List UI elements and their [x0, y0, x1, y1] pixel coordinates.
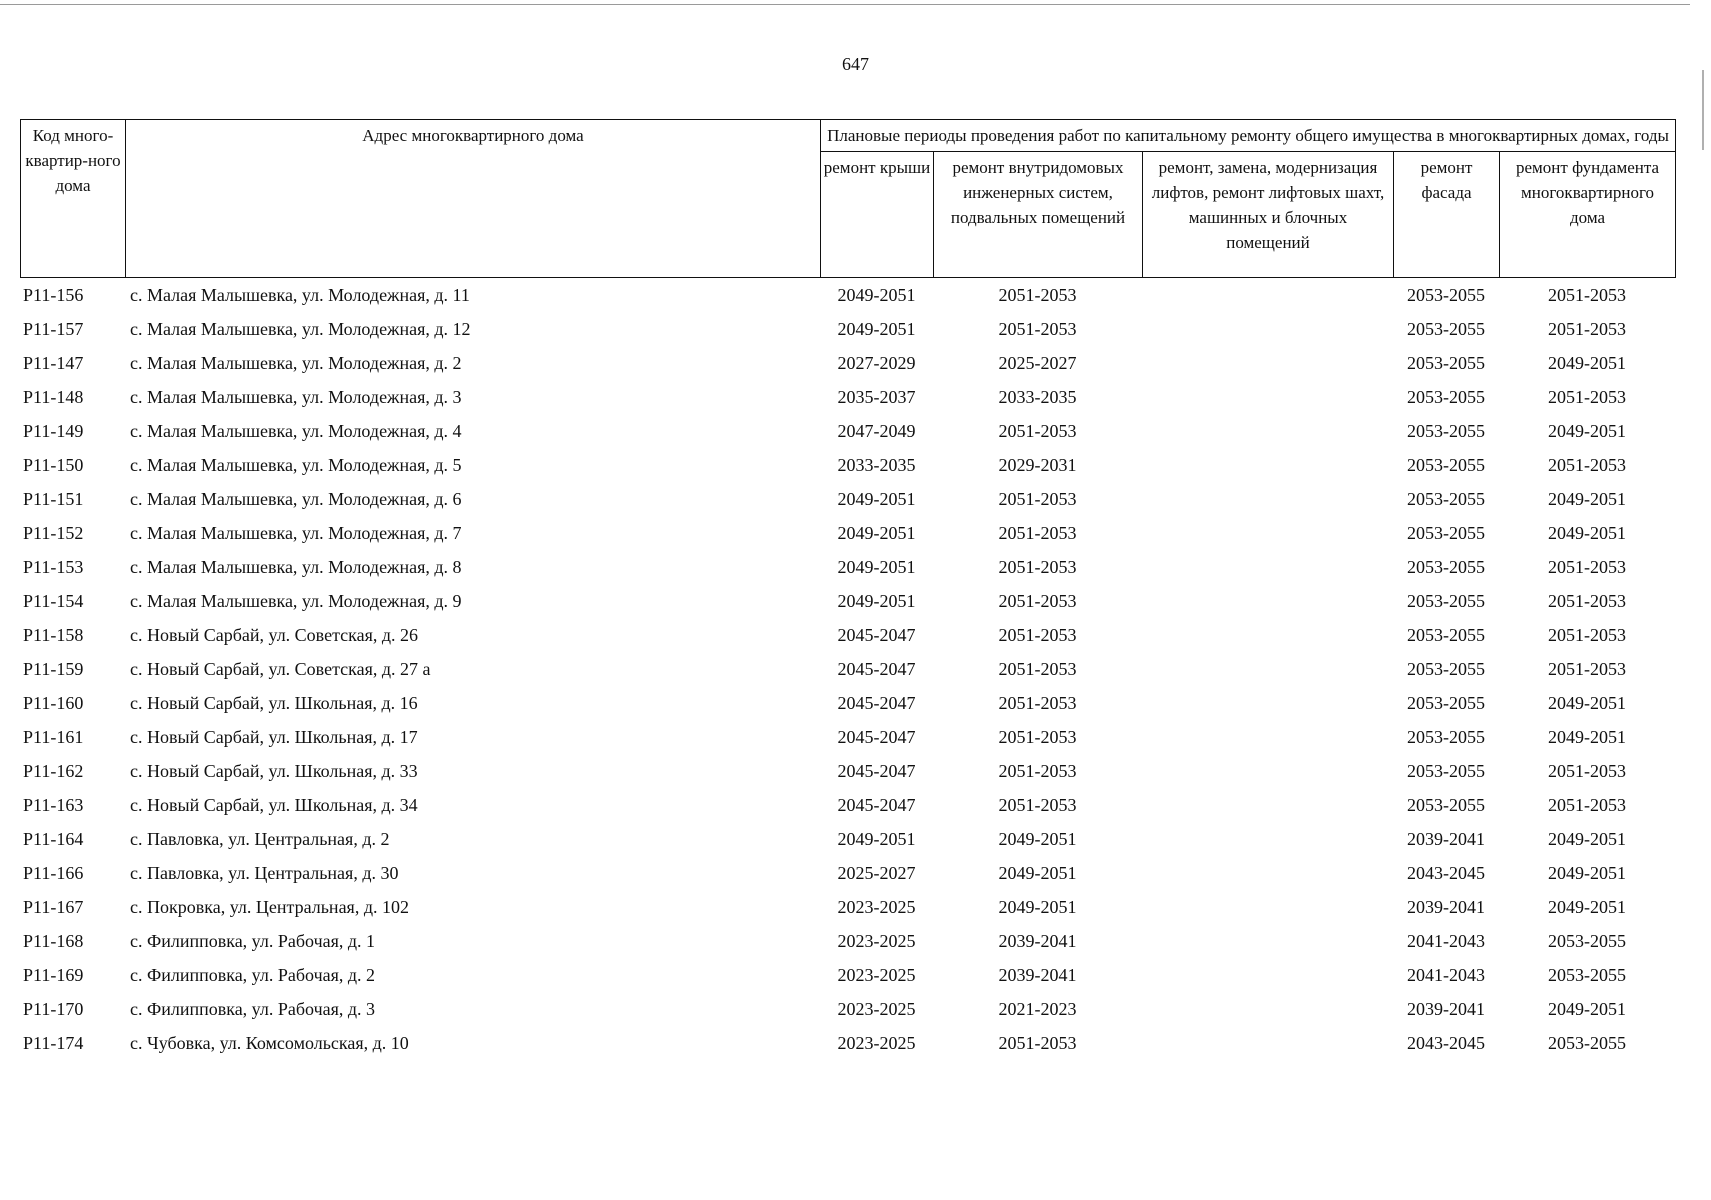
cell-address: с. Новый Сарбай, ул. Школьная, д. 16	[130, 693, 418, 713]
cell-roof: 2049-2051	[837, 557, 916, 577]
header-periods-group: Плановые периоды проведения работ по капитальному ремонту общего имущества в многоквартирных домах, годы	[821, 120, 1676, 152]
cell-engineering: 2051-2053	[998, 693, 1077, 713]
cell-roof: 2027-2029	[837, 353, 916, 373]
table-row	[20, 482, 1675, 516]
cell-foundation: 2053-2055	[1548, 965, 1626, 985]
table-row	[20, 346, 1675, 380]
cell-engineering: 2049-2051	[998, 897, 1077, 917]
cell-engineering: 2051-2053	[998, 795, 1077, 815]
cell-engineering: 2051-2053	[998, 591, 1077, 611]
cell-code: P11-160	[23, 693, 84, 713]
cell-roof: 2047-2049	[837, 421, 916, 441]
cell-code: P11-169	[23, 965, 84, 985]
cell-foundation: 2051-2053	[1548, 455, 1626, 475]
cell-address: с. Новый Сарбай, ул. Школьная, д. 33	[130, 761, 418, 781]
table-row	[20, 686, 1675, 720]
cell-foundation: 2049-2051	[1548, 897, 1626, 917]
cell-engineering: 2051-2053	[998, 557, 1077, 577]
cell-code: P11-164	[23, 829, 84, 849]
table-row	[20, 856, 1675, 890]
cell-code: P11-167	[23, 897, 84, 917]
cell-roof: 2023-2025	[837, 965, 916, 985]
cell-code: P11-154	[23, 591, 84, 611]
table-row	[20, 448, 1675, 482]
cell-facade: 2039-2041	[1407, 897, 1485, 917]
table-row	[20, 278, 1675, 312]
cell-code: P11-148	[23, 387, 84, 407]
cell-address: с. Чубовка, ул. Комсомольская, д. 10	[130, 1033, 409, 1053]
page-number: 647	[842, 54, 869, 74]
cell-foundation: 2051-2053	[1548, 319, 1626, 339]
cell-engineering: 2029-2031	[998, 455, 1077, 475]
cell-code: P11-168	[23, 931, 84, 951]
cell-roof: 2025-2027	[837, 863, 916, 883]
cell-facade: 2053-2055	[1407, 387, 1485, 407]
cell-foundation: 2051-2053	[1548, 387, 1626, 407]
header-engineering: ремонт внутридомовых инженерных систем, подвальных помещений	[934, 152, 1143, 278]
table-header	[20, 119, 1676, 278]
header-lifts: ремонт, замена, модернизация лифтов, ремонт лифтовых шахт, машинных и блочных помещений	[1143, 152, 1394, 278]
cell-roof: 2033-2035	[837, 455, 916, 475]
cell-engineering: 2025-2027	[998, 353, 1077, 373]
cell-code: P11-158	[23, 625, 84, 645]
cell-roof: 2045-2047	[837, 693, 916, 713]
table-row	[20, 720, 1675, 754]
cell-address: с. Малая Малышевка, ул. Молодежная, д. 6	[130, 489, 462, 509]
header-facade: ремонт фасада	[1394, 152, 1500, 278]
cell-code: P11-147	[23, 353, 84, 373]
header-roof: ремонт крыши	[821, 152, 934, 278]
cell-facade: 2053-2055	[1407, 795, 1485, 815]
cell-code: P11-159	[23, 659, 84, 679]
cell-foundation: 2051-2053	[1548, 285, 1626, 305]
cell-facade: 2053-2055	[1407, 353, 1485, 373]
cell-roof: 2049-2051	[837, 829, 916, 849]
cell-foundation: 2051-2053	[1548, 625, 1626, 645]
cell-roof: 2023-2025	[837, 1033, 916, 1053]
cell-engineering: 2051-2053	[998, 319, 1077, 339]
cell-code: P11-151	[23, 489, 84, 509]
cell-facade: 2053-2055	[1407, 659, 1485, 679]
cell-code: P11-150	[23, 455, 84, 475]
cell-facade: 2053-2055	[1407, 693, 1485, 713]
cell-address: с. Малая Малышевка, ул. Молодежная, д. 12	[130, 319, 471, 339]
cell-facade: 2043-2045	[1407, 863, 1485, 883]
cell-facade: 2053-2055	[1407, 625, 1485, 645]
cell-engineering: 2051-2053	[998, 625, 1077, 645]
cell-address: с. Малая Малышевка, ул. Молодежная, д. 3	[130, 387, 462, 407]
cell-address: с. Малая Малышевка, ул. Молодежная, д. 11	[130, 285, 470, 305]
table-row	[20, 652, 1675, 686]
cell-address: с. Малая Малышевка, ул. Молодежная, д. 2	[130, 353, 462, 373]
cell-code: P11-162	[23, 761, 84, 781]
cell-facade: 2039-2041	[1407, 829, 1485, 849]
cell-address: с. Павловка, ул. Центральная, д. 2	[130, 829, 390, 849]
cell-engineering: 2051-2053	[998, 489, 1077, 509]
cell-roof: 2045-2047	[837, 761, 916, 781]
cell-roof: 2049-2051	[837, 523, 916, 543]
cell-code: P11-170	[23, 999, 84, 1019]
table-row	[20, 788, 1675, 822]
table-row	[20, 924, 1675, 958]
cell-address: с. Покровка, ул. Центральная, д. 102	[130, 897, 409, 917]
cell-facade: 2053-2055	[1407, 523, 1485, 543]
header-foundation: ремонт фундамента многоквартирного дома	[1500, 152, 1676, 278]
cell-roof: 2049-2051	[837, 591, 916, 611]
cell-foundation: 2049-2051	[1548, 353, 1626, 373]
cell-engineering: 2049-2051	[998, 829, 1077, 849]
cell-facade: 2053-2055	[1407, 591, 1485, 611]
cell-foundation: 2049-2051	[1548, 727, 1626, 747]
table-row	[20, 312, 1675, 346]
table-row	[20, 1026, 1675, 1060]
cell-address: с. Малая Малышевка, ул. Молодежная, д. 7	[130, 523, 462, 543]
table-row	[20, 618, 1675, 652]
cell-code: P11-153	[23, 557, 84, 577]
table-row	[20, 414, 1675, 448]
cell-address: с. Филипповка, ул. Рабочая, д. 3	[130, 999, 376, 1019]
top-scan-rule	[0, 4, 1690, 5]
cell-engineering: 2051-2053	[998, 523, 1077, 543]
table-row	[20, 380, 1675, 414]
table-row	[20, 822, 1675, 856]
cell-roof: 2035-2037	[837, 387, 916, 407]
table-row	[20, 992, 1675, 1026]
cell-engineering: 2039-2041	[998, 931, 1077, 951]
cell-facade: 2043-2045	[1407, 1033, 1485, 1053]
table-row	[20, 754, 1675, 788]
cell-engineering: 2051-2053	[998, 727, 1077, 747]
cell-roof: 2045-2047	[837, 727, 916, 747]
cell-code: P11-174	[23, 1033, 84, 1053]
cell-code: P11-166	[23, 863, 84, 883]
cell-foundation: 2049-2051	[1548, 863, 1626, 883]
cell-facade: 2053-2055	[1407, 761, 1485, 781]
cell-address: с. Малая Малышевка, ул. Молодежная, д. 9	[130, 591, 462, 611]
cell-foundation: 2051-2053	[1548, 659, 1626, 679]
cell-foundation: 2049-2051	[1548, 489, 1626, 509]
cell-roof: 2023-2025	[837, 931, 916, 951]
table-body	[20, 278, 1675, 1060]
cell-facade: 2053-2055	[1407, 319, 1485, 339]
cell-roof: 2023-2025	[837, 999, 916, 1019]
cell-roof: 2045-2047	[837, 625, 916, 645]
cell-code: P11-152	[23, 523, 84, 543]
cell-roof: 2045-2047	[837, 659, 916, 679]
header-code: Код много-квартир-ного дома	[21, 120, 126, 278]
cell-address: с. Новый Сарбай, ул. Советская, д. 26	[130, 625, 419, 645]
cell-facade: 2053-2055	[1407, 489, 1485, 509]
cell-facade: 2053-2055	[1407, 557, 1485, 577]
cell-foundation: 2049-2051	[1548, 693, 1626, 713]
cell-foundation: 2049-2051	[1548, 421, 1626, 441]
cell-foundation: 2051-2053	[1548, 557, 1626, 577]
cell-engineering: 2051-2053	[998, 761, 1077, 781]
table-row	[20, 958, 1675, 992]
cell-foundation: 2051-2053	[1548, 761, 1626, 781]
cell-address: с. Новый Сарбай, ул. Школьная, д. 34	[130, 795, 418, 815]
cell-engineering: 2033-2035	[998, 387, 1077, 407]
cell-foundation: 2049-2051	[1548, 829, 1626, 849]
cell-foundation: 2051-2053	[1548, 795, 1626, 815]
cell-facade: 2053-2055	[1407, 727, 1485, 747]
cell-address: с. Филипповка, ул. Рабочая, д. 1	[130, 931, 376, 951]
cell-address: с. Малая Малышевка, ул. Молодежная, д. 4	[130, 421, 462, 441]
cell-foundation: 2051-2053	[1548, 591, 1626, 611]
page-edge-mark	[1702, 70, 1704, 150]
cell-code: P11-156	[23, 285, 84, 305]
table-row	[20, 516, 1675, 550]
cell-address: с. Новый Сарбай, ул. Школьная, д. 17	[130, 727, 418, 747]
cell-foundation: 2049-2051	[1548, 523, 1626, 543]
cell-engineering: 2049-2051	[998, 863, 1077, 883]
table-row	[20, 550, 1675, 584]
cell-facade: 2053-2055	[1407, 421, 1485, 441]
cell-engineering: 2039-2041	[998, 965, 1077, 985]
cell-foundation: 2053-2055	[1548, 1033, 1626, 1053]
cell-address: с. Филипповка, ул. Рабочая, д. 2	[130, 965, 376, 985]
table-row	[20, 890, 1675, 924]
cell-address: с. Новый Сарбай, ул. Советская, д. 27 а	[130, 659, 431, 679]
cell-facade: 2041-2043	[1407, 931, 1485, 951]
cell-foundation: 2053-2055	[1548, 931, 1626, 951]
cell-engineering: 2051-2053	[998, 1033, 1077, 1053]
cell-engineering: 2051-2053	[998, 659, 1077, 679]
cell-address: с. Павловка, ул. Центральная, д. 30	[130, 863, 399, 883]
cell-roof: 2049-2051	[837, 489, 916, 509]
cell-facade: 2039-2041	[1407, 999, 1485, 1019]
cell-code: P11-163	[23, 795, 84, 815]
cell-roof: 2045-2047	[837, 795, 916, 815]
cell-facade: 2053-2055	[1407, 455, 1485, 475]
cell-facade: 2041-2043	[1407, 965, 1485, 985]
capital-repair-table	[20, 119, 1675, 1060]
cell-roof: 2049-2051	[837, 319, 916, 339]
cell-foundation: 2049-2051	[1548, 999, 1626, 1019]
cell-facade: 2053-2055	[1407, 285, 1485, 305]
cell-roof: 2049-2051	[837, 285, 916, 305]
cell-code: P11-149	[23, 421, 84, 441]
table-row	[20, 584, 1675, 618]
cell-address: с. Малая Малышевка, ул. Молодежная, д. 8	[130, 557, 462, 577]
cell-code: P11-161	[23, 727, 84, 747]
header-address: Адрес многоквартирного дома	[126, 120, 821, 278]
cell-code: P11-157	[23, 319, 84, 339]
cell-engineering: 2021-2023	[998, 999, 1077, 1019]
cell-address: с. Малая Малышевка, ул. Молодежная, д. 5	[130, 455, 462, 475]
cell-engineering: 2051-2053	[998, 285, 1077, 305]
cell-engineering: 2051-2053	[998, 421, 1077, 441]
cell-roof: 2023-2025	[837, 897, 916, 917]
